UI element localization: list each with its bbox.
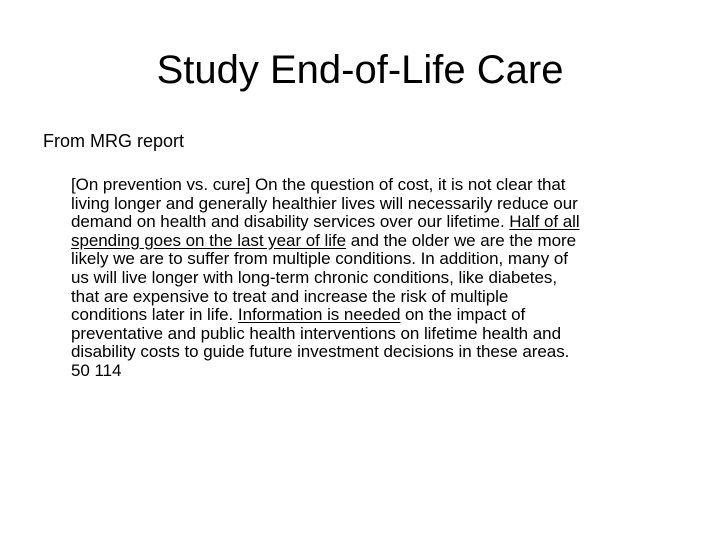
quote-line [71, 343, 683, 362]
quote-text: that are expensive to treat and increase the risk of multiple [71, 286, 509, 306]
quote-line [71, 213, 683, 232]
quote-text: us will live longer with long-term chronic conditions, like diabetes, [71, 267, 557, 287]
underlined-phrase-spending-end: spending goes on the last year of life [71, 230, 347, 250]
quote-line [71, 325, 683, 344]
quote-text: disability costs to guide future investment decisions in these areas. [71, 342, 570, 362]
source-label: From MRG report [43, 131, 185, 151]
quote-text: [On prevention vs. cure] On the question of cost, it is not clear that [71, 175, 566, 194]
quote-text: conditions later in life. [71, 305, 238, 325]
quote-line [71, 306, 683, 325]
quote-line [71, 269, 683, 288]
underlined-phrase-information: Information is needed [237, 305, 401, 325]
quote-line [71, 362, 683, 381]
quote-text: likely we are to suffer from multiple conditions. In addition, many of [71, 249, 568, 269]
quote-text: and the older we are the more [346, 230, 577, 250]
quote-text: on the impact of [400, 305, 526, 325]
quote-line [71, 195, 683, 214]
quote-paragraph [71, 176, 683, 381]
underlined-phrase-spending-start: Half of all [509, 212, 580, 232]
quote-line [71, 288, 683, 307]
quote-line [71, 232, 683, 251]
reference-number: 50 114 [71, 360, 122, 380]
quote-line [71, 176, 683, 195]
quote-text: demand on health and disability services over our lifetime. [71, 212, 510, 232]
quote-line [71, 250, 683, 269]
quote-text: preventative and public health interventions on lifetime health and [71, 323, 561, 343]
quote-text: living longer and generally healthier lives will necessarily reduce our [71, 193, 578, 213]
slide-title: Study End-of-Life Care [156, 48, 564, 92]
